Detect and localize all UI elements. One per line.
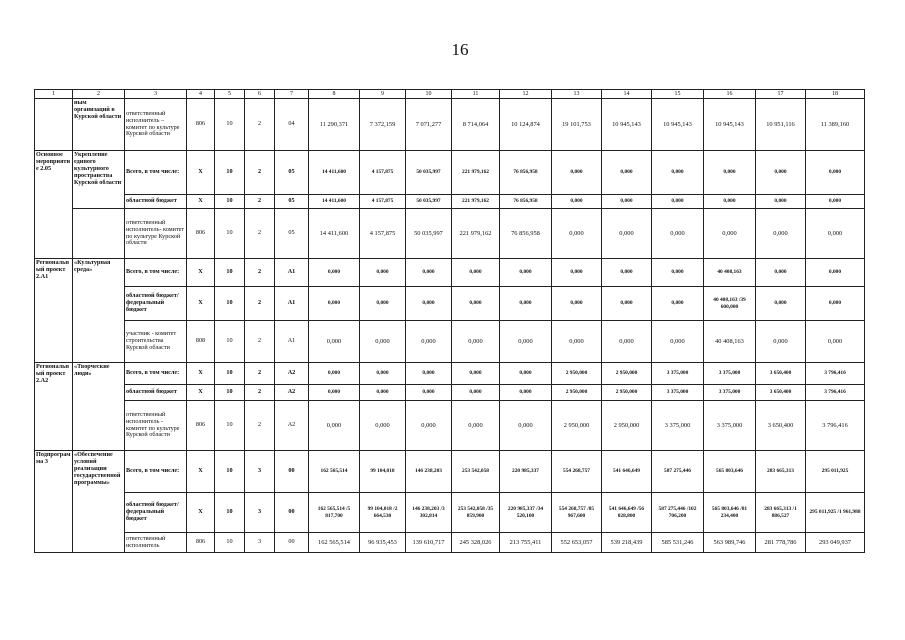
column-number: 11: [452, 90, 500, 99]
column-number: 16: [704, 90, 756, 99]
amount-cell: 10 945,143: [652, 99, 704, 151]
executor-cell: областной бюджет: [125, 195, 187, 209]
amount-cell: 0,000: [309, 363, 360, 385]
code-cell: 2: [245, 401, 275, 451]
amount-cell: 2 950,000: [602, 363, 652, 385]
amount-cell: 220 985,337: [500, 451, 552, 493]
page-number: 16: [451, 40, 469, 59]
code-cell: 00: [275, 533, 309, 553]
code-cell: 2: [245, 321, 275, 363]
amount-cell: 0,000: [552, 151, 602, 195]
code-cell: 2: [245, 259, 275, 287]
table-row: [35, 493, 865, 533]
column-number: 1: [35, 90, 73, 99]
amount-cell: 565 803,646 /81 234,400: [704, 493, 756, 533]
amount-cell: 3 375,000: [704, 401, 756, 451]
code-cell: X: [187, 287, 215, 321]
amount-cell: 0,000: [500, 259, 552, 287]
amount-cell: 0,000: [652, 259, 704, 287]
amount-cell: 0,000: [406, 363, 452, 385]
amount-cell: 8 714,064: [452, 99, 500, 151]
code-cell: X: [187, 493, 215, 533]
amount-cell: 541 646,649: [602, 451, 652, 493]
code-cell: 10: [215, 195, 245, 209]
amount-cell: 11 389,160: [806, 99, 865, 151]
amount-cell: 40 408,163: [704, 259, 756, 287]
amount-cell: 541 646,649 /56 028,800: [602, 493, 652, 533]
amount-cell: 0,000: [452, 363, 500, 385]
status-cell: Подпрограмма 3: [35, 451, 73, 553]
amount-cell: 4 157,875: [360, 209, 406, 259]
amount-cell: 0,000: [406, 401, 452, 451]
code-cell: А1: [275, 321, 309, 363]
amount-cell: 0,000: [806, 287, 865, 321]
amount-cell: 554 268,757 /85 967,600: [552, 493, 602, 533]
code-cell: 05: [275, 209, 309, 259]
column-number: 12: [500, 90, 552, 99]
code-cell: 2: [245, 363, 275, 385]
amount-cell: 50 035,997: [406, 209, 452, 259]
code-cell: 2: [245, 195, 275, 209]
amount-cell: 3 650,400: [756, 401, 806, 451]
amount-cell: 4 157,875: [360, 195, 406, 209]
amount-cell: 4 157,875: [360, 151, 406, 195]
code-cell: 10: [215, 321, 245, 363]
amount-cell: 0,000: [406, 259, 452, 287]
amount-cell: 0,000: [452, 401, 500, 451]
amount-cell: 281 778,786: [756, 533, 806, 553]
status-cell: Региональный проект 2.А1: [35, 259, 73, 363]
amount-cell: 253 542,058 /35 859,900: [452, 493, 500, 533]
amount-cell: 50 035,997: [406, 195, 452, 209]
executor-cell: Всего, в том числе:: [125, 451, 187, 493]
amount-cell: 0,000: [652, 195, 704, 209]
code-cell: 806: [187, 99, 215, 151]
code-cell: X: [187, 151, 215, 195]
amount-cell: 2 950,000: [552, 385, 602, 401]
amount-cell: 0,000: [552, 287, 602, 321]
table-row: [35, 321, 865, 363]
amount-cell: 0,000: [452, 321, 500, 363]
amount-cell: 40 408,163: [704, 321, 756, 363]
executor-cell: Всего, в том числе:: [125, 259, 187, 287]
amount-cell: 99 104,018: [360, 451, 406, 493]
program-name-cell: «Культурная среда»: [73, 259, 125, 363]
code-cell: 04: [275, 99, 309, 151]
amount-cell: 76 856,958: [500, 151, 552, 195]
amount-cell: 3 375,000: [652, 363, 704, 385]
program-name-cell: Укрепление единого культурного пространства Курской области: [73, 151, 125, 209]
code-cell: 10: [215, 533, 245, 553]
program-name-cell: «Обеспечение условий реализации государственной программы»: [73, 451, 125, 553]
amount-cell: 0,000: [452, 259, 500, 287]
amount-cell: 0,000: [452, 287, 500, 321]
column-number-row: [35, 90, 865, 99]
column-number: 13: [552, 90, 602, 99]
amount-cell: 0,000: [602, 209, 652, 259]
column-number: 18: [806, 90, 865, 99]
code-cell: 2: [245, 151, 275, 195]
table-row: [35, 385, 865, 401]
amount-cell: 0,000: [602, 321, 652, 363]
amount-cell: 0,000: [552, 195, 602, 209]
amount-cell: 0,000: [360, 259, 406, 287]
amount-cell: 3 375,000: [652, 401, 704, 451]
code-cell: 2: [245, 287, 275, 321]
table-row: [35, 533, 865, 553]
amount-cell: 3 796,416: [806, 363, 865, 385]
amount-cell: 295 011,925: [806, 451, 865, 493]
amount-cell: 2 950,000: [602, 385, 652, 401]
amount-cell: 0,000: [756, 321, 806, 363]
executor-cell: областной бюджет/ федеральный бюджет: [125, 493, 187, 533]
amount-cell: 0,000: [602, 195, 652, 209]
table-row: [35, 451, 865, 493]
executor-cell: ответственный исполнитель – комитет по культуре Курской области: [125, 99, 187, 151]
amount-cell: 0,000: [500, 401, 552, 451]
amount-cell: 0,000: [360, 385, 406, 401]
amount-cell: 221 979,162: [452, 209, 500, 259]
amount-cell: 10 945,143: [704, 99, 756, 151]
amount-cell: 283 665,313 /1 886,527: [756, 493, 806, 533]
amount-cell: 587 275,446 /102 706,200: [652, 493, 704, 533]
column-number: 3: [125, 90, 187, 99]
amount-cell: 3 650,400: [756, 363, 806, 385]
amount-cell: 554 268,757: [552, 451, 602, 493]
code-cell: 806: [187, 533, 215, 553]
amount-cell: 11 290,371: [309, 99, 360, 151]
code-cell: 10: [215, 401, 245, 451]
code-cell: X: [187, 363, 215, 385]
code-cell: А2: [275, 363, 309, 385]
column-number: 14: [602, 90, 652, 99]
amount-cell: 295 011,925 /1 961,988: [806, 493, 865, 533]
code-cell: 10: [215, 99, 245, 151]
column-number: 17: [756, 90, 806, 99]
table-row: [35, 195, 865, 209]
amount-cell: 162 565,514: [309, 451, 360, 493]
code-cell: X: [187, 385, 215, 401]
amount-cell: 293 049,937: [806, 533, 865, 553]
amount-cell: 0,000: [756, 259, 806, 287]
code-cell: 2: [245, 209, 275, 259]
amount-cell: 14 411,600: [309, 209, 360, 259]
amount-cell: 0,000: [360, 287, 406, 321]
status-cell: Основное мероприятие 2.05: [35, 151, 73, 259]
amount-cell: 162 565,514 /5 817,700: [309, 493, 360, 533]
amount-cell: 587 275,446: [652, 451, 704, 493]
code-cell: X: [187, 451, 215, 493]
amount-cell: 0,000: [309, 385, 360, 401]
amount-cell: 3 796,416: [806, 401, 865, 451]
amount-cell: 565 803,646: [704, 451, 756, 493]
amount-cell: 213 755,411: [500, 533, 552, 553]
code-cell: 10: [215, 287, 245, 321]
table-row: [35, 363, 865, 385]
code-cell: 00: [275, 493, 309, 533]
amount-cell: 0,000: [309, 287, 360, 321]
amount-cell: 539 218,439: [602, 533, 652, 553]
program-name-cell: «Творческие люди»: [73, 363, 125, 451]
code-cell: 3: [245, 451, 275, 493]
column-number: 6: [245, 90, 275, 99]
code-cell: X: [187, 259, 215, 287]
amount-cell: 245 328,026: [452, 533, 500, 553]
amount-cell: 0,000: [552, 209, 602, 259]
code-cell: 10: [215, 363, 245, 385]
amount-cell: 0,000: [500, 363, 552, 385]
amount-cell: 0,000: [652, 287, 704, 321]
column-number: 9: [360, 90, 406, 99]
amount-cell: 7 372,159: [360, 99, 406, 151]
code-cell: 10: [215, 209, 245, 259]
amount-cell: 10 945,143: [602, 99, 652, 151]
amount-cell: 146 238,203: [406, 451, 452, 493]
amount-cell: 0,000: [500, 287, 552, 321]
amount-cell: 0,000: [756, 287, 806, 321]
column-number: 7: [275, 90, 309, 99]
amount-cell: 10 951,116: [756, 99, 806, 151]
code-cell: X: [187, 195, 215, 209]
amount-cell: 0,000: [602, 287, 652, 321]
amount-cell: 139 610,717: [406, 533, 452, 553]
amount-cell: 283 665,313: [756, 451, 806, 493]
amount-cell: 14 411,600: [309, 195, 360, 209]
code-cell: 10: [215, 451, 245, 493]
amount-cell: 10 124,874: [500, 99, 552, 151]
code-cell: А1: [275, 259, 309, 287]
amount-cell: 96 935,453: [360, 533, 406, 553]
amount-cell: 3 375,000: [704, 385, 756, 401]
amount-cell: 221 979,162: [452, 151, 500, 195]
amount-cell: 0,000: [602, 259, 652, 287]
amount-cell: 0,000: [406, 287, 452, 321]
amount-cell: 220 985,337 /34 520,100: [500, 493, 552, 533]
amount-cell: 0,000: [500, 321, 552, 363]
amount-cell: 0,000: [360, 321, 406, 363]
amount-cell: 0,000: [806, 209, 865, 259]
column-number: 15: [652, 90, 704, 99]
amount-cell: 0,000: [652, 321, 704, 363]
budget-table: [34, 89, 865, 553]
amount-cell: 563 989,746: [704, 533, 756, 553]
amount-cell: 0,000: [652, 151, 704, 195]
amount-cell: 2 950,000: [552, 401, 602, 451]
table-row: [35, 287, 865, 321]
amount-cell: 0,000: [806, 195, 865, 209]
executor-cell: ответственный исполнитель- комитет по культуре Курской области: [125, 209, 187, 259]
code-cell: 05: [275, 195, 309, 209]
amount-cell: 2 950,000: [552, 363, 602, 385]
code-cell: А2: [275, 385, 309, 401]
amount-cell: 0,000: [806, 259, 865, 287]
code-cell: 00: [275, 451, 309, 493]
executor-cell: областной бюджет: [125, 385, 187, 401]
amount-cell: 0,000: [500, 385, 552, 401]
code-cell: 05: [275, 151, 309, 195]
amount-cell: 0,000: [360, 363, 406, 385]
amount-cell: 0,000: [756, 209, 806, 259]
amount-cell: 19 101,753: [552, 99, 602, 151]
column-number: 10: [406, 90, 452, 99]
executor-cell: ответственный исполнитель - комитет по культуре Курской области: [125, 401, 187, 451]
table-row: [35, 209, 865, 259]
amount-cell: 0,000: [704, 209, 756, 259]
table-row: [35, 401, 865, 451]
amount-cell: 76 856,958: [500, 195, 552, 209]
executor-cell: участник - комитет строительства Курской области: [125, 321, 187, 363]
code-cell: 10: [215, 259, 245, 287]
amount-cell: 0,000: [406, 385, 452, 401]
code-cell: 10: [215, 151, 245, 195]
column-number: 5: [215, 90, 245, 99]
amount-cell: 7 071,277: [406, 99, 452, 151]
executor-cell: областной бюджет/ федеральный бюджет: [125, 287, 187, 321]
amount-cell: 3 375,000: [704, 363, 756, 385]
code-cell: 2: [245, 385, 275, 401]
program-name-cell: [73, 209, 125, 259]
amount-cell: 0,000: [452, 385, 500, 401]
executor-cell: ответственный исполнитель: [125, 533, 187, 553]
table-row: [35, 99, 865, 151]
amount-cell: 0,000: [309, 259, 360, 287]
program-name-cell: ным организаций в Курской области: [73, 99, 125, 151]
amount-cell: 40 408,163 /39 600,000: [704, 287, 756, 321]
amount-cell: 253 542,058: [452, 451, 500, 493]
amount-cell: 0,000: [406, 321, 452, 363]
column-number: 2: [73, 90, 125, 99]
executor-cell: Всего, в том числе:: [125, 363, 187, 385]
amount-cell: 0,000: [602, 151, 652, 195]
code-cell: А2: [275, 401, 309, 451]
amount-cell: 0,000: [552, 321, 602, 363]
column-number: 4: [187, 90, 215, 99]
code-cell: 10: [215, 493, 245, 533]
amount-cell: 76 856,958: [500, 209, 552, 259]
amount-cell: 0,000: [309, 401, 360, 451]
column-number: 8: [309, 90, 360, 99]
amount-cell: 0,000: [360, 401, 406, 451]
amount-cell: 0,000: [756, 151, 806, 195]
code-cell: 806: [187, 209, 215, 259]
status-cell: Региональный проект 2.А2: [35, 363, 73, 451]
amount-cell: 146 238,203 /3 302,814: [406, 493, 452, 533]
amount-cell: 221 979,162: [452, 195, 500, 209]
table-row: [35, 259, 865, 287]
code-cell: А1: [275, 287, 309, 321]
amount-cell: 0,000: [309, 321, 360, 363]
status-cell: [35, 99, 73, 151]
amount-cell: 162 565,514: [309, 533, 360, 553]
amount-cell: 3 375,000: [652, 385, 704, 401]
amount-cell: 50 035,997: [406, 151, 452, 195]
amount-cell: 585 531,246: [652, 533, 704, 553]
code-cell: 3: [245, 493, 275, 533]
code-cell: 808: [187, 321, 215, 363]
amount-cell: 2 950,000: [602, 401, 652, 451]
amount-cell: 0,000: [552, 259, 602, 287]
code-cell: 3: [245, 533, 275, 553]
code-cell: 10: [215, 385, 245, 401]
amount-cell: 3 650,400: [756, 385, 806, 401]
amount-cell: 3 796,416: [806, 385, 865, 401]
amount-cell: 0,000: [704, 195, 756, 209]
amount-cell: 0,000: [806, 321, 865, 363]
amount-cell: 0,000: [704, 151, 756, 195]
amount-cell: 552 653,057: [552, 533, 602, 553]
code-cell: 2: [245, 99, 275, 151]
amount-cell: 0,000: [652, 209, 704, 259]
amount-cell: 99 104,018 /2 664,530: [360, 493, 406, 533]
code-cell: 806: [187, 401, 215, 451]
executor-cell: Всего, в том числе:: [125, 151, 187, 195]
table-row: [35, 151, 865, 195]
amount-cell: 0,000: [806, 151, 865, 195]
amount-cell: 14 411,600: [309, 151, 360, 195]
amount-cell: 0,000: [756, 195, 806, 209]
